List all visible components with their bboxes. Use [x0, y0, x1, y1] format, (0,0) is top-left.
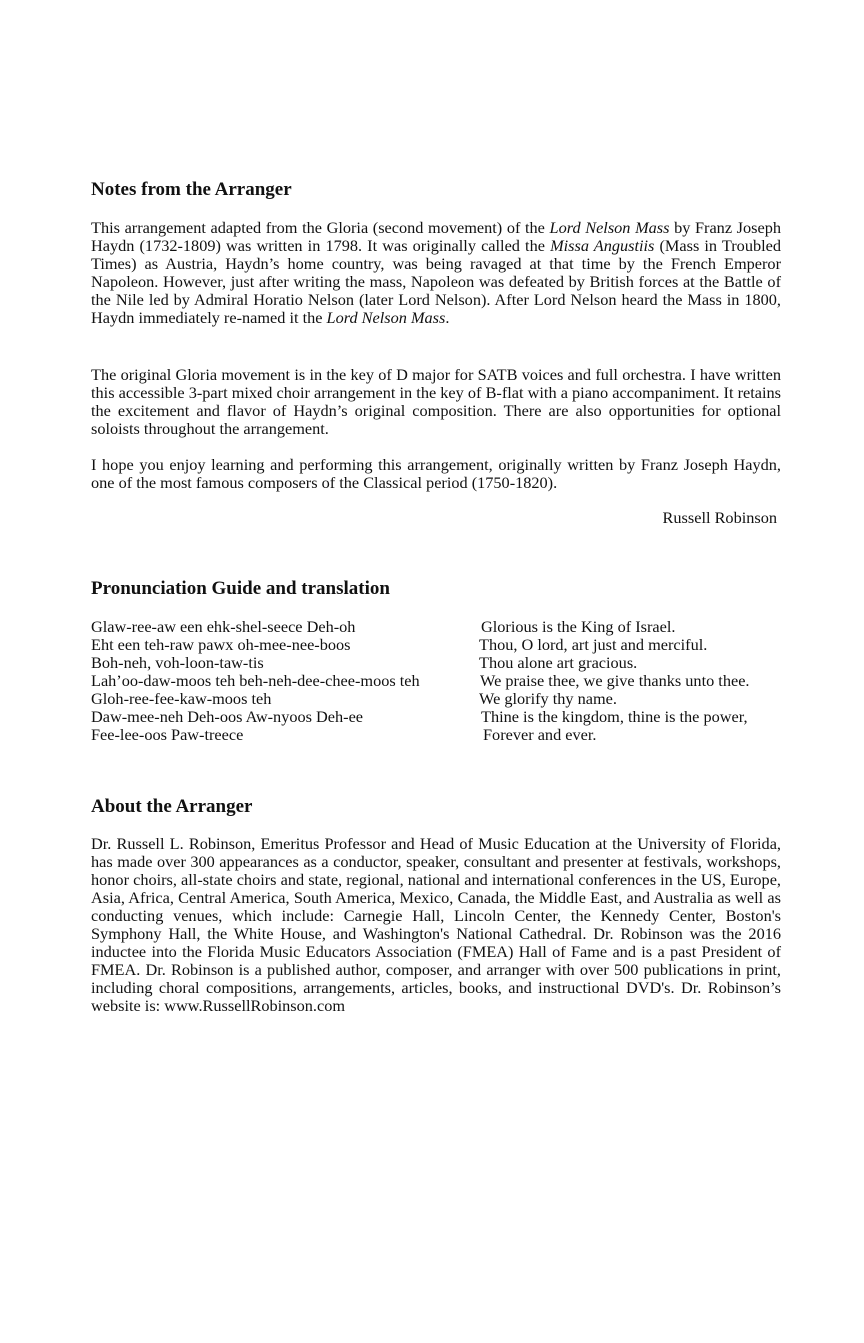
guide-row	[91, 654, 781, 672]
notes-paragraph-1	[91, 219, 781, 327]
pronunciation-text: Boh-neh, voh-loon-taw-tis	[91, 653, 264, 672]
translation-text: Thou alone art gracious.	[479, 653, 638, 672]
translation-text: Forever and ever.	[483, 725, 597, 744]
pronunciation-text: Fee-lee-oos Paw-treece	[91, 725, 244, 744]
notes-paragraph-2: The original Gloria movement is in the key of D major for SATB voices and full orchestra. I have written this accessible 3-part mixed choir arrangement in the key of B-flat with a piano accompaniment. It retains the excitement and flavor of Haydn’s original composition. There are also opportunities for optional soloists throughout the arrangement.	[91, 365, 781, 438]
translation-text: Glorious is the King of Israel.	[481, 617, 676, 636]
pronunciation-text: Daw-mee-neh Deh-oos Aw-nyoos Deh-ee	[91, 707, 364, 726]
guide-row	[91, 618, 781, 636]
work-title-italic: Missa Angustiis	[550, 236, 655, 255]
pronunciation-guide	[91, 618, 781, 744]
work-title-italic: Lord Nelson Mass	[549, 218, 670, 237]
translation-text: We glorify thy name.	[479, 689, 617, 708]
about-paragraph: Dr. Russell L. Robinson, Emeritus Professor and Head of Music Education at the University of Florida, has made over 300 appearances as a conductor, speaker, consultant and presenter at festivals, workshops, honor choirs, all-state choirs and state, regional, national and international conferences in the US, Europe, Asia, Africa, Central America, South America, Mexico, Canada, the Middle East, and Australia as well as conducting venues, which include: Carnegie Hall, Lincoln Center, the Kennedy Center, Boston's Symphony Hall, the White House, and Washington's National Cathedral. Dr. Robinson was the 2016 inductee into the Florida Music Educators Association (FMEA) Hall of Fame and is a past President of FMEA. Dr. Robinson is a published author, composer, and arranger with over 500 publications in print, including choral compositions, arrangements, articles, books, and instructional DVD's. Dr. Robinson’s website is: www.RussellRobinson.com	[91, 834, 781, 1015]
translation-text: We praise thee, we give thanks unto thee.	[480, 671, 750, 690]
text-run: .	[445, 308, 450, 327]
text-run: This arrangement adapted from the Gloria (second movement) of the	[91, 218, 550, 237]
guide-row	[91, 708, 781, 726]
guide-row	[91, 636, 781, 654]
notes-paragraph-3: I hope you enjoy learning and performing this arrangement, originally written by Franz Joseph Haydn, one of the most famous composers of the Classical period (1750-1820).	[91, 455, 781, 492]
notes-heading: Notes from the Arranger	[91, 179, 292, 200]
text-run: by Franz Joseph Haydn (1732-1809) was written in 1798. It was originally called the	[91, 218, 781, 255]
translation-text: Thine is the kingdom, thine is the power,	[481, 707, 748, 726]
pronunciation-text: Gloh-ree-fee-kaw-moos teh	[91, 689, 272, 708]
signature: Russell Robinson	[662, 508, 777, 527]
pronunciation-text: Glaw-ree-aw een ehk-shel-seece Deh-oh	[91, 617, 356, 636]
guide-row	[91, 672, 781, 690]
pronunciation-text: Eht een teh-raw pawx oh-mee-nee-boos	[91, 635, 351, 654]
work-title-italic: Lord Nelson Mass	[326, 308, 446, 327]
pronunciation-text: Lah’oo-daw-moos teh beh-neh-dee-chee-moos teh	[91, 671, 420, 690]
translation-text: Thou, O lord, art just and merciful.	[479, 635, 708, 654]
guide-row	[91, 726, 781, 744]
guide-row	[91, 690, 781, 708]
about-heading: About the Arranger	[91, 796, 253, 817]
pronunciation-heading: Pronunciation Guide and translation	[91, 578, 390, 599]
text-run: (Mass in Troubled Times) as Austria, Haydn’s home country, was being ravaged at that time by the French Emperor Napoleon. However, just after writing the mass, Napoleon was defeated by British forces at the Battle of the Nile led by Admiral Horatio Nelson (later Lord Nelson). After Lord Nelson heard the Mass in 1800, Haydn immediately re-named it the	[91, 236, 781, 327]
